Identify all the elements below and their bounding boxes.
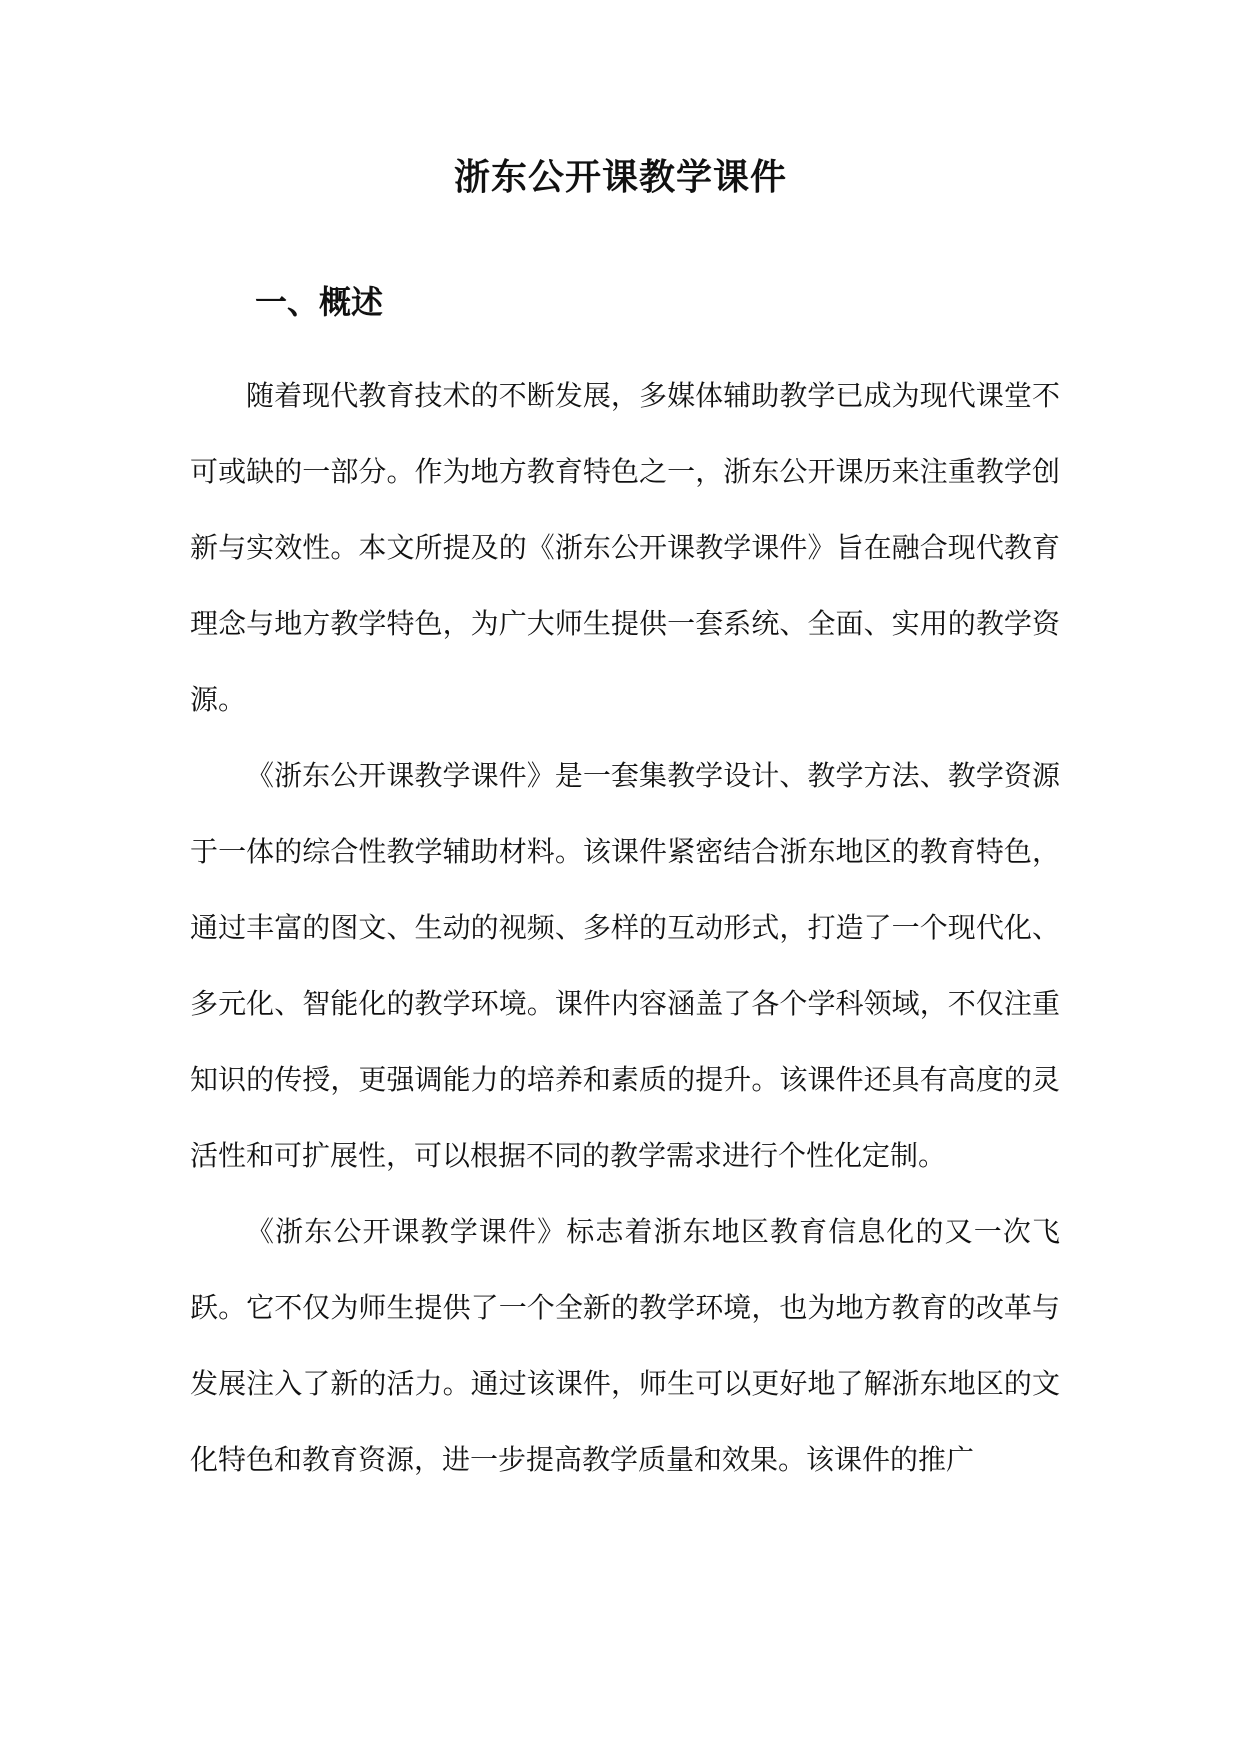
paragraph-3: 《浙东公开课教学课件》标志着浙东地区教育信息化的又一次飞跃。它不仅为师生提供了一个全新的教学环境，也为地方教育的改革与发展注入了新的活力。通过该课件，师生可以更好地了解浙东地区的文化特色和教育资源，进一步提高教学质量和效果。该课件的推广 [190,1215,1060,1476]
document-body [190,358,1060,1498]
paragraph-2: 《浙东公开课教学课件》是一套集教学设计、教学方法、教学资源于一体的综合性教学辅助材料。该课件紧密结合浙东地区的教育特色，通过丰富的图文、生动的视频、多样的互动形式，打造了一个现代化、多元化、智能化的教学环境。课件内容涵盖了各个学科领域，不仅注重知识的传授，更强调能力的培养和素质的提升。该课件还具有高度的灵活性和可扩展性，可以根据不同的教学需求进行个性化定制。 [190,759,1060,1172]
document-title: 浙东公开课教学课件 [453,156,787,198]
paragraph-1: 随着现代教育技术的不断发展，多媒体辅助教学已成为现代课堂不可或缺的一部分。作为地方教育特色之一，浙东公开课历来注重教学创新与实效性。本文所提及的《浙东公开课教学课件》旨在融合现代教育理念与地方教学特色，为广大师生提供一套系统、全面、实用的教学资源。 [190,379,1060,716]
section-heading: 一、概述 [255,283,384,321]
